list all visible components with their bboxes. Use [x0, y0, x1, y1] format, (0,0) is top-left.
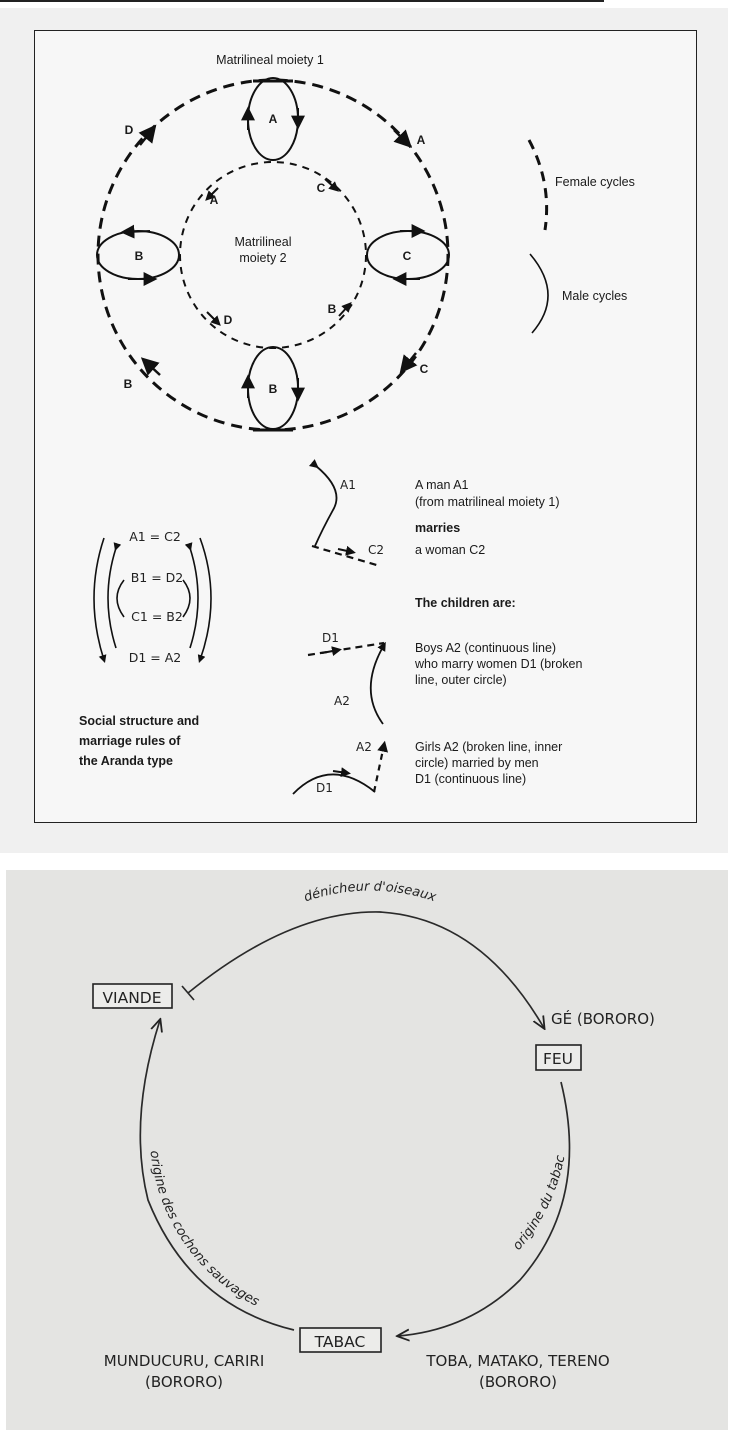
ex3-text-line3: D1 (continuous line)	[415, 772, 527, 786]
rule-b1-d2: B1 = D2	[130, 570, 184, 585]
outer-arrow-b	[146, 362, 160, 375]
caption-line3: the Aranda type	[79, 754, 174, 768]
loop-b-left-label: B	[134, 249, 144, 263]
legend-female-mark	[529, 140, 547, 230]
ex2-d1-label: D1	[322, 631, 339, 645]
box-viande	[93, 984, 172, 1008]
outer-label-c: C	[419, 362, 429, 376]
inner-label-a: A	[209, 193, 219, 207]
ex1-text-line2: (from matrilineal moiety 1)	[415, 495, 560, 509]
inner-label-d: D	[223, 313, 233, 327]
ex1-c2-label: C2	[368, 543, 385, 557]
ex2-text-line3: line, outer circle)	[415, 673, 507, 687]
arc-right-label: origine du tabac	[510, 1153, 569, 1254]
ex3-a2-label: A2	[356, 740, 372, 754]
viande-label: VIANDE	[102, 989, 162, 1007]
ex3-d1-label: D1	[316, 781, 333, 795]
ge-label: GÉ (BORORO)	[551, 1010, 655, 1028]
ex3-text-line1: Girls A2 (broken line, inner	[415, 740, 563, 754]
arc-viande-feu	[188, 912, 544, 1028]
ex1-text-line1: A man A1	[415, 478, 469, 492]
loop-c-label: C	[402, 249, 412, 263]
inner-arrow-d	[207, 312, 218, 323]
legend-male-mark	[530, 254, 548, 333]
munducuru-line1: MUNDUCURU, CARIRI	[103, 1352, 265, 1370]
arc-left-label: origine des cochons sauvages	[146, 1149, 262, 1310]
rule-a1-c2: A1 = C2	[129, 529, 181, 544]
outer-arrow-d	[140, 130, 152, 145]
loop-b-left-arrow-top	[126, 231, 150, 232]
outer-label-d: D	[124, 123, 134, 137]
rule-c1-b2: C1 = B2	[131, 609, 183, 624]
ex2-text-line1: Boys A2 (continuous line)	[415, 641, 557, 655]
caption-line1: Social structure and	[79, 714, 200, 728]
ex1-a1-label: A1	[340, 478, 356, 492]
ex2-text-line2: who marry women D1 (broken	[415, 657, 583, 671]
toba-line2: (BORORO)	[479, 1373, 557, 1391]
outer-label-b: B	[123, 377, 133, 391]
rules-brackets	[94, 538, 211, 660]
box-feu	[536, 1045, 581, 1070]
inner-label-c: C	[316, 181, 326, 195]
outer-label-a: A	[416, 133, 426, 147]
outer-arrow-a	[394, 130, 407, 143]
inner-arrow-b	[339, 305, 349, 316]
tabac-label: TABAC	[314, 1333, 366, 1351]
moiety1-label: Matrilineal moiety 1	[216, 53, 324, 67]
loop-a-label: A	[268, 112, 278, 126]
moiety2-label-line2: moiety 2	[239, 251, 287, 265]
rule-d1-a2: D1 = A2	[128, 650, 182, 665]
inner-label-b: B	[327, 302, 337, 316]
box-tabac	[300, 1328, 381, 1352]
loop-b-bottom-label: B	[268, 382, 278, 396]
ex1-text-line3: a woman C2	[415, 543, 486, 557]
inner-arrow-c	[325, 179, 336, 189]
toba-line1: TOBA, MATAKO, TERENO	[426, 1352, 610, 1370]
legend-female-text: Female cycles	[555, 175, 635, 189]
munducuru-line2: (BORORO)	[145, 1373, 223, 1391]
feu-label: FEU	[542, 1050, 574, 1068]
caption-line2: marriage rules of	[79, 734, 181, 748]
ex3-text-line2: circle) married by men	[415, 756, 539, 770]
moiety2-label-line1: Matrilineal	[234, 235, 292, 249]
legend-male-text: Male cycles	[562, 289, 628, 303]
example2-drawing	[308, 643, 384, 724]
ex1-marries: marries	[415, 521, 461, 535]
ex2-a2-label: A2	[334, 694, 350, 708]
children-heading: The children are:	[415, 596, 516, 610]
arc-top-label: dénicheur d'oiseaux	[302, 879, 438, 906]
legend	[529, 140, 548, 333]
